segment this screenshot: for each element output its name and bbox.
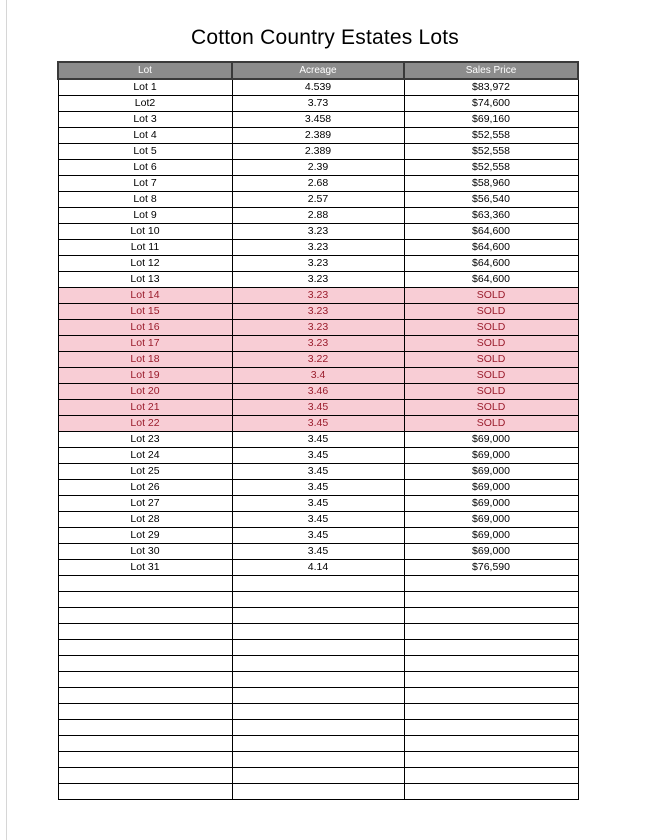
cell-price: $69,160 xyxy=(404,112,578,128)
cell-price: $64,600 xyxy=(404,256,578,272)
cell-lot: Lot 8 xyxy=(58,192,232,208)
cell-lot: Lot 11 xyxy=(58,240,232,256)
cell-acreage: 3.45 xyxy=(232,496,404,512)
cell-acreage: 2.57 xyxy=(232,192,404,208)
cell-empty xyxy=(58,640,232,656)
cell-empty xyxy=(404,624,578,640)
cell-price: $69,000 xyxy=(404,448,578,464)
cell-empty xyxy=(58,576,232,592)
cell-lot: Lot 13 xyxy=(58,272,232,288)
table-row xyxy=(58,464,578,480)
table-row-empty xyxy=(58,656,578,672)
cell-acreage: 3.45 xyxy=(232,400,404,416)
cell-empty xyxy=(404,736,578,752)
cell-lot: Lot 1 xyxy=(58,79,232,96)
cell-empty xyxy=(232,720,404,736)
cell-lot: Lot 3 xyxy=(58,112,232,128)
cell-empty xyxy=(232,608,404,624)
cell-price: SOLD xyxy=(404,336,578,352)
cell-lot: Lot 5 xyxy=(58,144,232,160)
cell-lot: Lot 22 xyxy=(58,416,232,432)
cell-empty xyxy=(404,720,578,736)
table-row xyxy=(58,448,578,464)
cell-lot: Lot 27 xyxy=(58,496,232,512)
cell-empty xyxy=(404,608,578,624)
table-row xyxy=(58,79,578,96)
cell-acreage: 2.39 xyxy=(232,160,404,176)
cell-empty xyxy=(58,608,232,624)
table-row-sold xyxy=(58,352,578,368)
cell-empty xyxy=(404,592,578,608)
lots-table xyxy=(57,61,579,800)
cell-acreage: 3.45 xyxy=(232,432,404,448)
table-row-empty xyxy=(58,576,578,592)
cell-lot: Lot 28 xyxy=(58,512,232,528)
table-row-empty xyxy=(58,752,578,768)
table-row-sold xyxy=(58,368,578,384)
cell-empty xyxy=(232,656,404,672)
page-title: Cotton Country Estates Lots xyxy=(190,26,460,49)
cell-empty xyxy=(232,592,404,608)
cell-price: $69,000 xyxy=(404,544,578,560)
page-edge-line xyxy=(6,0,7,840)
table-row-empty xyxy=(58,784,578,800)
cell-empty xyxy=(232,640,404,656)
cell-empty xyxy=(404,688,578,704)
header-acreage: Acreage xyxy=(232,62,404,79)
cell-empty xyxy=(58,592,232,608)
table-body xyxy=(58,79,578,800)
cell-price: $69,000 xyxy=(404,512,578,528)
cell-lot: Lot 30 xyxy=(58,544,232,560)
cell-price: $74,600 xyxy=(404,96,578,112)
table-row xyxy=(58,544,578,560)
cell-lot: Lot 10 xyxy=(58,224,232,240)
cell-acreage: 3.23 xyxy=(232,256,404,272)
cell-acreage: 2.389 xyxy=(232,144,404,160)
cell-acreage: 3.23 xyxy=(232,336,404,352)
cell-price: SOLD xyxy=(404,384,578,400)
cell-acreage: 3.23 xyxy=(232,320,404,336)
cell-empty xyxy=(232,704,404,720)
cell-acreage: 3.45 xyxy=(232,528,404,544)
cell-acreage: 3.73 xyxy=(232,96,404,112)
table-row xyxy=(58,208,578,224)
cell-empty xyxy=(232,768,404,784)
cell-empty xyxy=(404,784,578,800)
cell-lot: Lot 29 xyxy=(58,528,232,544)
cell-empty xyxy=(58,624,232,640)
table-row-empty xyxy=(58,688,578,704)
cell-empty xyxy=(58,688,232,704)
cell-empty xyxy=(58,752,232,768)
table-row-empty xyxy=(58,768,578,784)
cell-acreage: 3.45 xyxy=(232,464,404,480)
cell-empty xyxy=(232,688,404,704)
cell-acreage: 3.4 xyxy=(232,368,404,384)
cell-price: SOLD xyxy=(404,368,578,384)
table-row xyxy=(58,176,578,192)
cell-empty xyxy=(404,672,578,688)
table-row xyxy=(58,496,578,512)
cell-price: $76,590 xyxy=(404,560,578,576)
cell-lot: Lot 24 xyxy=(58,448,232,464)
cell-acreage: 3.458 xyxy=(232,112,404,128)
table-row xyxy=(58,128,578,144)
table-row-sold xyxy=(58,400,578,416)
table-row-sold xyxy=(58,320,578,336)
cell-empty xyxy=(58,656,232,672)
cell-acreage: 3.23 xyxy=(232,224,404,240)
cell-price: $52,558 xyxy=(404,160,578,176)
cell-lot: Lot 21 xyxy=(58,400,232,416)
cell-lot: Lot2 xyxy=(58,96,232,112)
cell-empty xyxy=(232,672,404,688)
cell-price: $58,960 xyxy=(404,176,578,192)
cell-price: SOLD xyxy=(404,320,578,336)
cell-price: $64,600 xyxy=(404,272,578,288)
cell-lot: Lot 20 xyxy=(58,384,232,400)
cell-empty xyxy=(232,576,404,592)
cell-price: $69,000 xyxy=(404,528,578,544)
cell-empty xyxy=(58,736,232,752)
table-header-row xyxy=(58,62,578,79)
table-row xyxy=(58,96,578,112)
cell-empty xyxy=(58,784,232,800)
table-row-empty xyxy=(58,720,578,736)
table-row xyxy=(58,432,578,448)
cell-lot: Lot 23 xyxy=(58,432,232,448)
cell-empty xyxy=(404,656,578,672)
table-row-empty xyxy=(58,736,578,752)
cell-lot: Lot 16 xyxy=(58,320,232,336)
table-row-empty xyxy=(58,592,578,608)
cell-acreage: 4.14 xyxy=(232,560,404,576)
cell-acreage: 3.23 xyxy=(232,304,404,320)
cell-lot: Lot 31 xyxy=(58,560,232,576)
cell-price: SOLD xyxy=(404,400,578,416)
cell-acreage: 3.23 xyxy=(232,240,404,256)
table-row-sold xyxy=(58,384,578,400)
cell-acreage: 3.22 xyxy=(232,352,404,368)
table-row xyxy=(58,160,578,176)
cell-lot: Lot 9 xyxy=(58,208,232,224)
cell-lot: Lot 25 xyxy=(58,464,232,480)
table-row xyxy=(58,256,578,272)
table-row-sold xyxy=(58,416,578,432)
cell-lot: Lot 18 xyxy=(58,352,232,368)
cell-lot: Lot 26 xyxy=(58,480,232,496)
cell-lot: Lot 17 xyxy=(58,336,232,352)
cell-acreage: 2.389 xyxy=(232,128,404,144)
table-row-empty xyxy=(58,608,578,624)
cell-empty xyxy=(232,784,404,800)
cell-empty xyxy=(58,768,232,784)
header-lot: Lot xyxy=(58,62,232,79)
table-row xyxy=(58,480,578,496)
table-row xyxy=(58,192,578,208)
table-row-empty xyxy=(58,640,578,656)
table-row-sold xyxy=(58,304,578,320)
table-row xyxy=(58,272,578,288)
cell-acreage: 3.46 xyxy=(232,384,404,400)
cell-acreage: 2.88 xyxy=(232,208,404,224)
cell-lot: Lot 12 xyxy=(58,256,232,272)
cell-acreage: 3.45 xyxy=(232,416,404,432)
cell-price: $69,000 xyxy=(404,480,578,496)
cell-price: $63,360 xyxy=(404,208,578,224)
cell-price: $69,000 xyxy=(404,464,578,480)
cell-acreage: 3.45 xyxy=(232,480,404,496)
table-row-sold xyxy=(58,288,578,304)
table-row-sold xyxy=(58,336,578,352)
table-row xyxy=(58,528,578,544)
table-row xyxy=(58,512,578,528)
cell-price: $69,000 xyxy=(404,496,578,512)
table-row-empty xyxy=(58,672,578,688)
table-row xyxy=(58,224,578,240)
cell-price: $56,540 xyxy=(404,192,578,208)
cell-price: SOLD xyxy=(404,352,578,368)
cell-lot: Lot 4 xyxy=(58,128,232,144)
cell-acreage: 3.45 xyxy=(232,544,404,560)
cell-acreage: 3.23 xyxy=(232,272,404,288)
cell-empty xyxy=(232,624,404,640)
table-row xyxy=(58,560,578,576)
table-row xyxy=(58,144,578,160)
cell-price: $64,600 xyxy=(404,240,578,256)
cell-lot: Lot 19 xyxy=(58,368,232,384)
cell-acreage: 4.539 xyxy=(232,79,404,96)
header-sales-price: Sales Price xyxy=(404,62,578,79)
cell-empty xyxy=(58,720,232,736)
cell-empty xyxy=(232,752,404,768)
cell-empty xyxy=(404,752,578,768)
table-row-empty xyxy=(58,624,578,640)
cell-price: SOLD xyxy=(404,304,578,320)
cell-empty xyxy=(58,704,232,720)
cell-acreage: 3.45 xyxy=(232,448,404,464)
cell-empty xyxy=(232,736,404,752)
cell-acreage: 2.68 xyxy=(232,176,404,192)
cell-empty xyxy=(58,672,232,688)
cell-empty xyxy=(404,704,578,720)
cell-price: SOLD xyxy=(404,288,578,304)
cell-empty xyxy=(404,640,578,656)
cell-acreage: 3.45 xyxy=(232,512,404,528)
table-row xyxy=(58,112,578,128)
table-row-empty xyxy=(58,704,578,720)
cell-price: SOLD xyxy=(404,416,578,432)
cell-price: $52,558 xyxy=(404,128,578,144)
cell-lot: Lot 15 xyxy=(58,304,232,320)
cell-price: $83,972 xyxy=(404,79,578,96)
cell-lot: Lot 14 xyxy=(58,288,232,304)
cell-lot: Lot 7 xyxy=(58,176,232,192)
cell-empty xyxy=(404,576,578,592)
cell-empty xyxy=(404,768,578,784)
cell-price: $69,000 xyxy=(404,432,578,448)
cell-lot: Lot 6 xyxy=(58,160,232,176)
cell-price: $52,558 xyxy=(404,144,578,160)
cell-price: $64,600 xyxy=(404,224,578,240)
table-row xyxy=(58,240,578,256)
cell-acreage: 3.23 xyxy=(232,288,404,304)
